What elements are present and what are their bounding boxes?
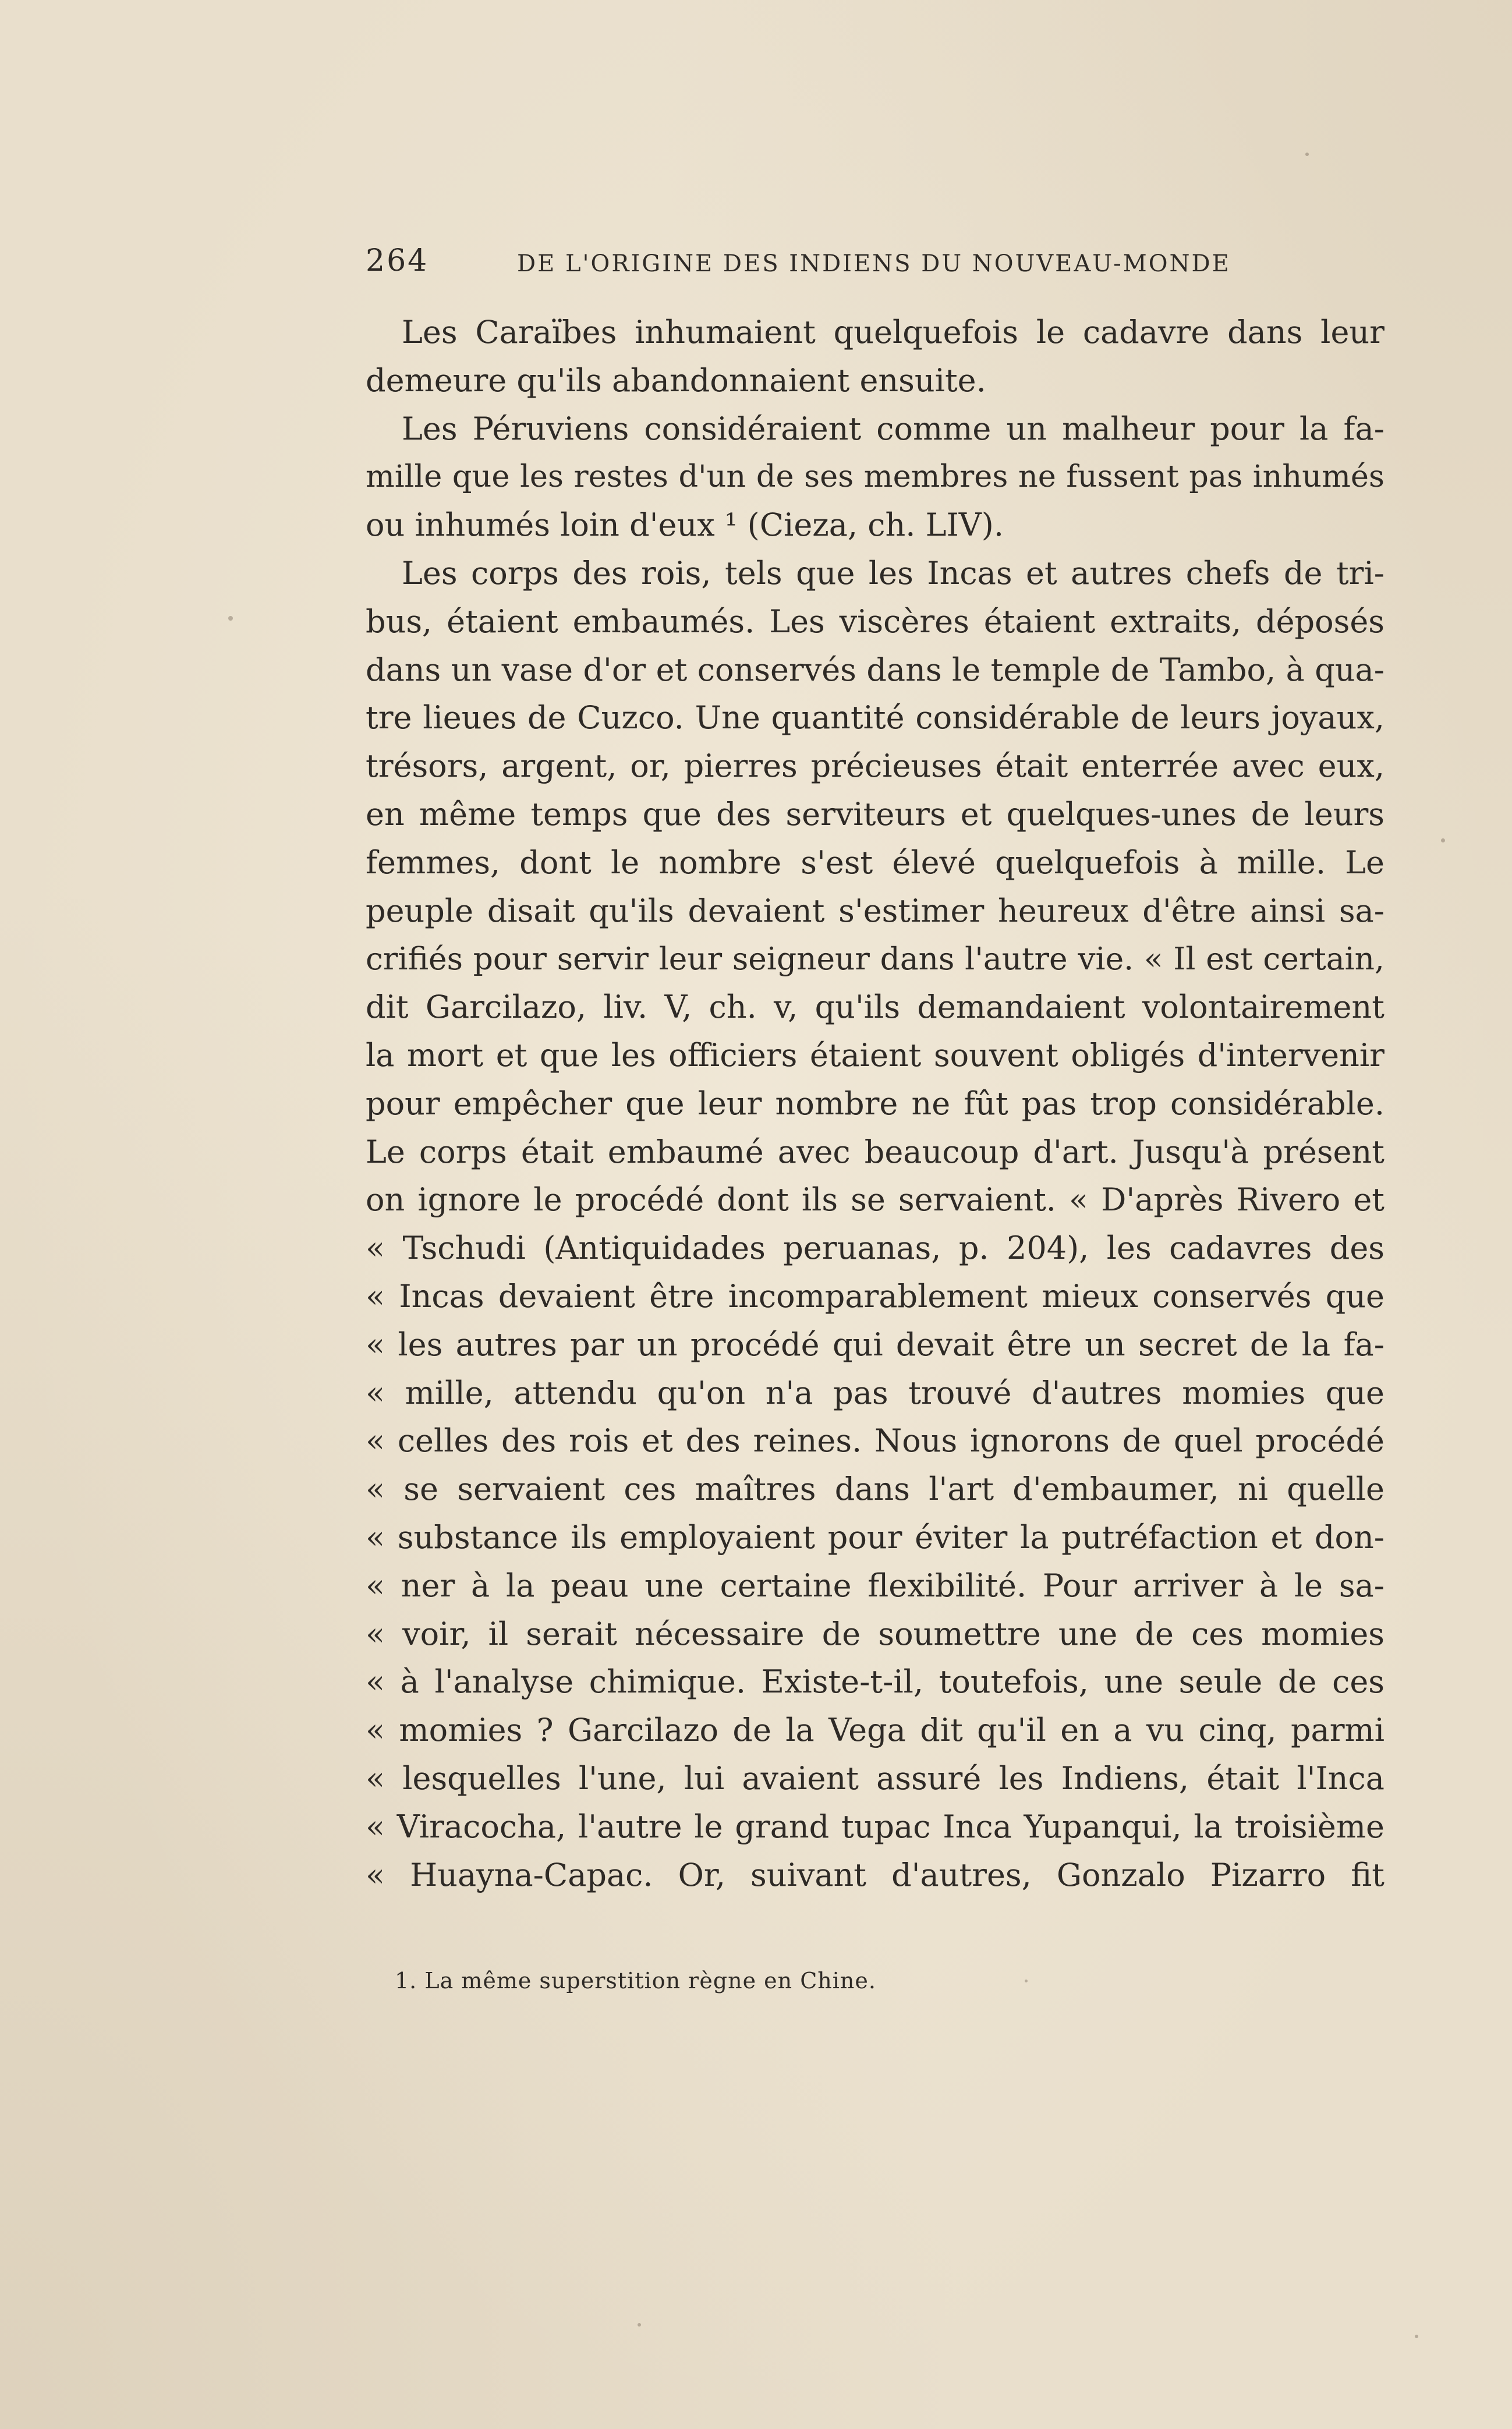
text-line: « Incas devaient être incomparablement mieux conservés que: [366, 1277, 1384, 1315]
text-line: « lesquelles l'une, lui avaient assuré les Indiens, était l'Inca: [366, 1759, 1384, 1797]
text-line: tre lieues de Cuzco. Une quantité considérable de leurs joyaux,: [366, 699, 1384, 737]
text-line: femmes, dont le nombre s'est élevé quelquefois à mille. Le: [366, 844, 1384, 881]
text-line: « se servaient ces maîtres dans l'art d'embaumer, ni quelle: [366, 1471, 1384, 1508]
text-line: Le corps était embaumé avec beaucoup d'art. Jusqu'à présent: [366, 1133, 1384, 1170]
text-line: la mort et que les officiers étaient souvent obligés d'intervenir: [366, 1036, 1384, 1074]
text-line: mille que les restes d'un de ses membres ne fussent pas inhumés: [366, 459, 1384, 495]
page-number: 264: [366, 243, 429, 278]
running-title: DE L'ORIGINE DES INDIENS DU NOUVEAU-MONDE: [517, 250, 1231, 277]
text-line: « ner à la peau une certaine flexibilité. Pour arriver à le sa-: [366, 1567, 1384, 1604]
paper-speck: [228, 616, 233, 621]
text-line: trésors, argent, or, pierres précieuses était enterrée avec eux,: [366, 748, 1384, 785]
text-line: Les Péruviens considéraient comme un malheur pour la fa-: [402, 410, 1384, 447]
text-line: bus, étaient embaumés. Les viscères étaient extraits, déposés: [366, 603, 1384, 640]
footnote: 1. La même superstition règne en Chine.: [395, 1968, 876, 1994]
text-line: demeure qu'ils abandonnaient ensuite.: [366, 362, 986, 399]
text-line: dit Garcilazo, liv. V, ch. v, qu'ils demandaient volontairement: [366, 989, 1384, 1026]
text-line: « momies ? Garcilazo de la Vega dit qu'il en a vu cinq, parmi: [366, 1712, 1384, 1749]
text-line: « Tschudi (Antiquidades peruanas, p. 204), les cadavres des: [366, 1230, 1384, 1267]
text-line: « celles des rois et des reines. Nous ignorons de quel procédé: [366, 1422, 1384, 1460]
paper-speck: [1025, 1980, 1028, 1982]
text-line: « à l'analyse chimique. Existe-t-il, toutefois, une seule de ces: [366, 1663, 1384, 1701]
text-line: Les Caraïbes inhumaient quelquefois le cadavre dans leur: [402, 314, 1384, 350]
text-line: on ignore le procédé dont ils se servaient. « D'après Rivero et: [366, 1181, 1384, 1219]
paper-speck: [1305, 153, 1309, 156]
paper-speck: [638, 2323, 641, 2327]
text-line: Les corps des rois, tels que les Incas et autres chefs de tri-: [402, 554, 1384, 592]
text-line: « Viracocha, l'autre le grand tupac Inca Yupanqui, la troisième: [366, 1808, 1384, 1845]
text-line: « Huayna-Capac. Or, suivant d'autres, Gonzalo Pizarro fit: [366, 1856, 1384, 1893]
text-line: dans un vase d'or et conservés dans le temple de Tambo, à qua-: [366, 651, 1384, 688]
paper-speck: [1441, 838, 1445, 842]
text-line: en même temps que des serviteurs et quelques-unes de leurs: [366, 795, 1384, 833]
text-line: « les autres par un procédé qui devait être un secret de la fa-: [366, 1326, 1384, 1363]
paper-speck: [1415, 2335, 1418, 2338]
text-line: ou inhumés loin d'eux ¹ (Cieza, ch. LIV).: [366, 507, 1004, 544]
text-line: « substance ils employaient pour éviter la putréfaction et don-: [366, 1518, 1384, 1556]
text-line: « mille, attendu qu'on n'a pas trouvé d'autres momies que: [366, 1374, 1384, 1411]
text-line: crifiés pour servir leur seigneur dans l'autre vie. « Il est certain,: [366, 940, 1384, 978]
text-line: pour empêcher que leur nombre ne fût pas trop considérable.: [366, 1085, 1384, 1122]
text-line: « voir, il serait nécessaire de soumettre une de ces momies: [366, 1615, 1384, 1652]
text-line: peuple disait qu'ils devaient s'estimer heureux d'être ainsi sa-: [366, 892, 1384, 929]
page-header: [366, 243, 1251, 284]
body-text: [366, 309, 1384, 1899]
